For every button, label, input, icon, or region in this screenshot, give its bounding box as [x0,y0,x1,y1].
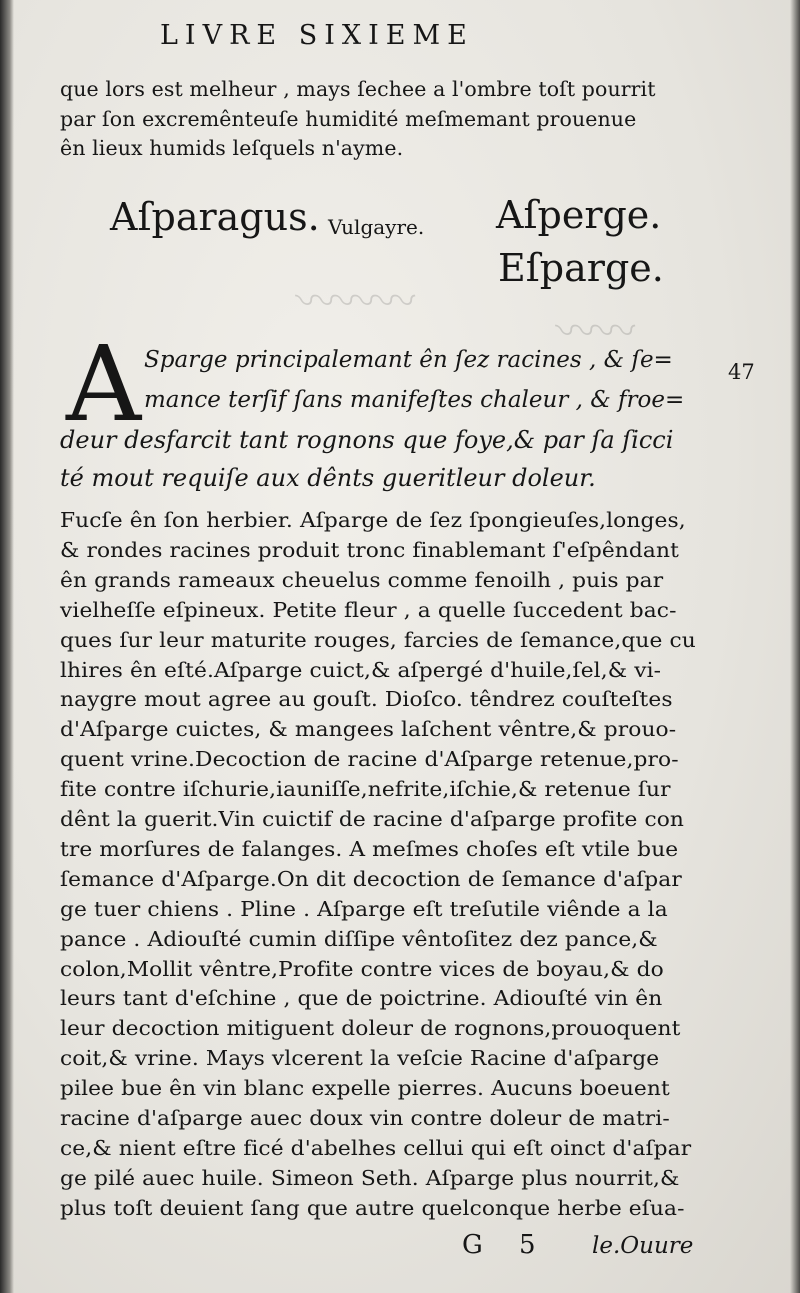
italic-line: mance terſif ſans manifeſtes chaleur , & froe= [144,387,685,413]
body-line: & rondes racines produit tronc finablemant ſ'eſpêndant [60,537,679,562]
signature-mark: G 5 [462,1230,550,1260]
body-line: fite contre iſchurie,iauniſſe,nefrite,iſchie,& retenue ſur [60,777,671,802]
headword-french-2: Eſparge. [498,246,664,290]
intro-line: ên lieux humids leſquels n'ayme. [60,136,404,160]
headword-latin: Aſparagus. [110,195,320,239]
body-line: leurs tant d'eſchine , que de poictrine. Adiouſté vin ên [60,986,663,1011]
body-line: d'Aſparge cuictes, & mangees laſchent vêntre,& prouo- [60,717,677,742]
intro-line: que lors est melheur , mays ſechee a l'ombre toſt pourrit [60,77,656,101]
page-edge-shadow-left [0,0,14,1293]
catchword: le.Ouure [592,1233,694,1259]
body-line: racine d'aſparge auec doux vin contre doleur de matri- [60,1106,670,1130]
body-line: ge pilé auec huile. Simeon Seth. Aſparge plus nourrit,& [60,1165,680,1190]
body-line: ques ſur leur maturite rouges, farcies de ſemance,que cu [60,627,696,652]
body-line: ſemance d'Aſparge.On dit decoction de ſemance d'aſpar [60,866,682,891]
italic-line: deur desfarcit tant rognons que foye,& par ſa ſicci [60,426,674,454]
body-line: ên grands rameaux cheuelus comme fenoilh , puis par [60,567,664,592]
running-head: LIVRE SIXIEME [160,20,474,51]
italic-line: té mout requiſe aux dênts gueritleur doleur. [60,464,596,492]
body-line: tre morſures de falanges. A meſmes choſes eſt vtile bue [60,836,679,861]
body-line: Fucſe ên ſon herbier. Aſparge de ſez ſpongieuſes,longes, [60,508,686,532]
body-line: vielheſſe eſpineux. Petite fleur , a quelle ſuccedent bac- [60,597,677,622]
body-line: naygre mout agree au gouſt. Dioſco. têndrez couſteſtes [60,687,673,712]
italic-line: Sparge principalemant ên ſez racines , & ſe= [144,347,673,373]
intro-line: par ſon excremênteuſe humidité meſmemant prouenue [60,107,637,131]
bleed-through-mark: 〰〰〰 [300,279,420,325]
body-line: pance . Adiouſté cumin diſſipe vêntoſitez dez pance,& [60,926,658,951]
body-line: plus toſt deuient ſang que autre quelconque herbe eſua- [60,1195,685,1220]
headword-french-1: Aſperge. [496,193,662,237]
headword-vulgar-label: Vulgayre. [328,215,425,239]
body-line: colon,Mollit vêntre,Profite contre vices de boyau,& do [60,956,664,981]
bleed-through-mark: 〰〰 [560,309,640,355]
page-edge-shadow-right [790,0,800,1293]
body-line: lhires ên eſté.Aſparge cuict,& aſpergé d'huile,ſel,& vi- [60,657,662,682]
body-line: ce,& nient eſtre ficé d'abelhes cellui qui eſt oinct d'aſpar [60,1135,692,1160]
drop-cap: A [66,323,142,445]
body-line: pilee bue ên vin blanc expelle pierres. Aucuns boeuent [60,1076,670,1101]
folio-number: 47 [728,360,755,384]
body-line: leur decoction mitiguent doleur de rognons,prouoquent [60,1016,681,1041]
body-line: quent vrine.Decoction de racine d'Aſparge retenue,pro- [60,747,679,772]
body-line: ge tuer chiens . Pline . Aſparge eſt treſutile viênde a la [60,896,668,921]
body-line: dênt la guerit.Vin cuictif de racine d'aſparge profite con [60,807,685,831]
body-line: coit,& vrine. Mays vlcerent la veſcie Racine d'aſparge [60,1046,660,1071]
